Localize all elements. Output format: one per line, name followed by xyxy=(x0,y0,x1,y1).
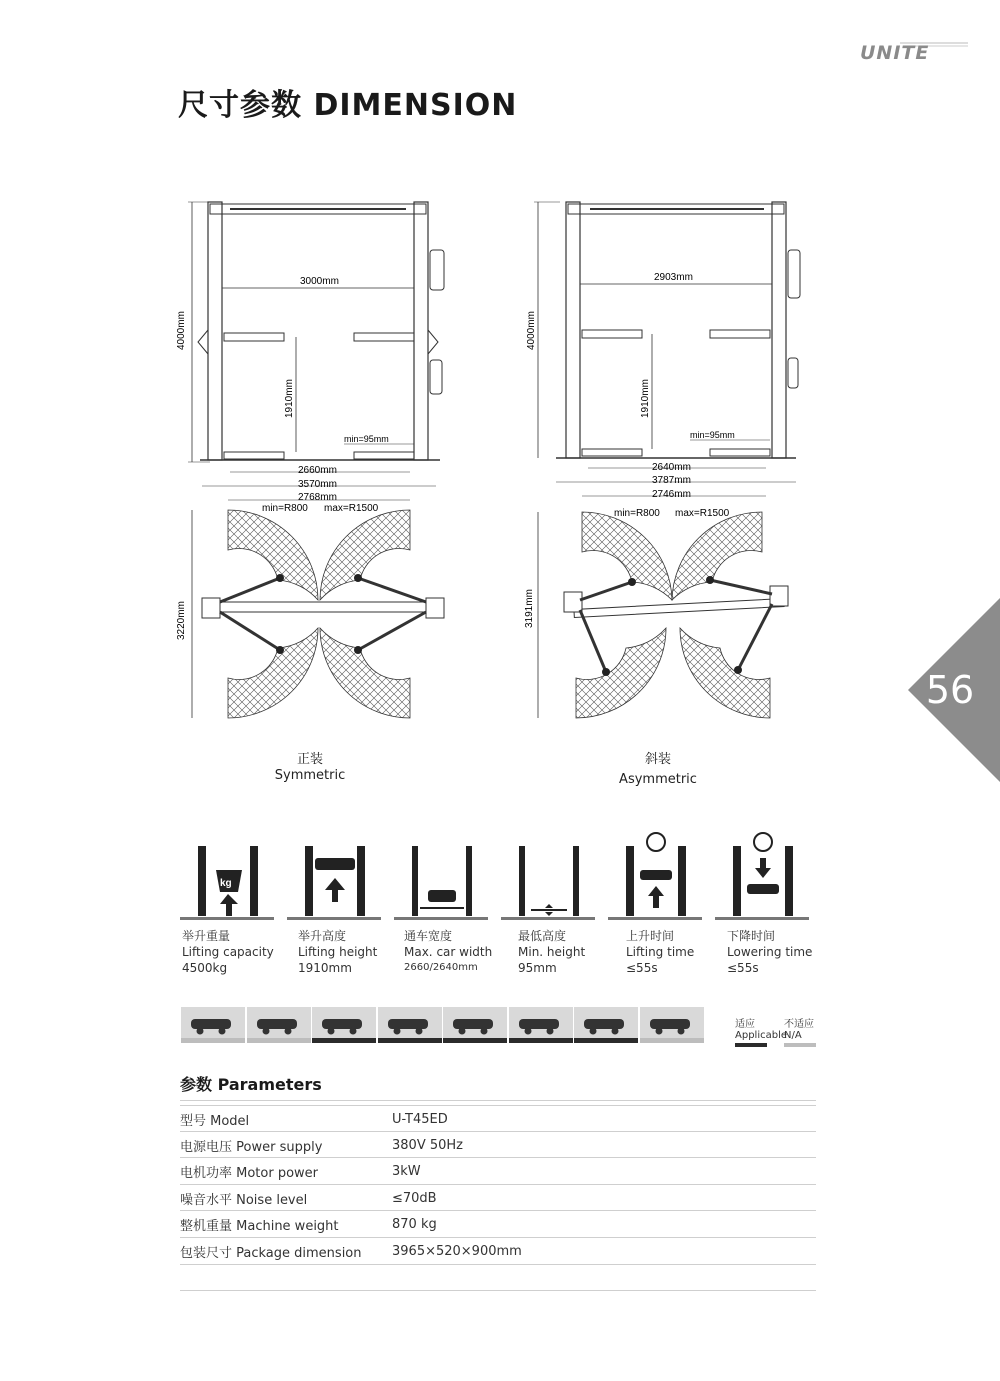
asym-drive-dim: 2640mm xyxy=(652,462,691,473)
lowering-time-icon xyxy=(715,833,809,920)
lifting-time-icon xyxy=(608,833,702,920)
dimension-drawings xyxy=(170,190,820,750)
asym-height-dim: 4000mm xyxy=(526,311,537,350)
symmetric-top-view xyxy=(176,492,444,718)
param-divider xyxy=(180,1100,816,1101)
asym-overall-dim: 3787mm xyxy=(652,475,691,486)
pickup-icon xyxy=(319,1014,369,1036)
param-row-noise: 噪音水平 Noise level ≤70dB xyxy=(180,1184,816,1210)
lift-height-icon xyxy=(287,846,381,920)
feature-lifting-height: 举升高度 Lifting height 1910mm xyxy=(298,929,378,975)
vehicle-cell xyxy=(312,1007,376,1043)
sym-min-radius: min=R800 xyxy=(262,503,308,514)
asymmetric-caption-en: Asymmetric xyxy=(619,772,697,787)
asym-lift-dim: 1910mm xyxy=(640,379,651,418)
param-row-motor-power: 电机功率 Motor power 3kW xyxy=(180,1157,816,1183)
feature-lifting-capacity: 举升重量 Lifting capacity 4500kg xyxy=(182,929,274,975)
sym-overall-dim: 3570mm xyxy=(298,479,337,490)
feature-min-height: 最低高度 Min. height 95mm xyxy=(518,929,586,975)
legend-applicable: 适应 Applicable xyxy=(735,1019,787,1047)
vehicle-cell xyxy=(247,1007,311,1043)
svg-text:kg: kg xyxy=(220,878,232,889)
param-divider-bottom xyxy=(180,1264,816,1265)
vehicle-cell xyxy=(509,1007,573,1043)
param-row-power-supply: 电源电压 Power supply 380V 50Hz xyxy=(180,1131,816,1157)
param-row-model: 型号 Model U-T45ED xyxy=(180,1105,816,1131)
car-width-icon xyxy=(394,846,488,920)
vehicle-cell xyxy=(378,1007,442,1043)
asym-min-dim: min=95mm xyxy=(690,430,735,440)
symmetric-caption-en: Symmetric xyxy=(274,768,346,783)
asymmetric-top-view xyxy=(524,489,788,718)
brand-logo xyxy=(860,40,970,70)
page-title: 尺寸参数 DIMENSION xyxy=(178,88,518,123)
sym-min-dim: min=95mm xyxy=(344,434,389,444)
symmetric-caption-cn: 正装 xyxy=(296,752,323,767)
asym-depth-dim: 3191mm xyxy=(524,589,535,628)
symmetric-caption xyxy=(240,752,380,784)
param-row-package: 包装尺寸 Package dimension 3965×520×900mm xyxy=(180,1237,816,1263)
sym-span-dim: 2768mm xyxy=(298,492,337,503)
feature-lifting-time: 上升时间 Lifting time ≤55s xyxy=(626,929,695,975)
legend-na: 不适应 N/A xyxy=(784,1019,816,1047)
sym-width-dim: 3000mm xyxy=(300,276,339,287)
feature-car-width: 通车宽度 Max. car width 2660/2640mm xyxy=(404,929,493,973)
vehicle-cell xyxy=(640,1007,704,1043)
param-row-weight: 整机重量 Machine weight 870 kg xyxy=(180,1210,816,1236)
suv-icon xyxy=(385,1014,435,1036)
compact-car-icon xyxy=(516,1014,566,1036)
asym-max-radius: max=R1500 xyxy=(675,508,730,519)
vehicle-cell xyxy=(574,1007,638,1043)
sedan-icon xyxy=(450,1014,500,1036)
weight-icon xyxy=(180,846,274,920)
sym-max-radius: max=R1500 xyxy=(324,503,379,514)
asymmetric-caption-cn: 斜装 xyxy=(644,752,671,767)
parameters-heading: 参数 Parameters xyxy=(180,1075,322,1094)
hatchback-icon xyxy=(581,1014,631,1036)
sym-lift-dim: 1910mm xyxy=(284,379,295,418)
asymmetric-front-view xyxy=(526,202,800,486)
truck-icon xyxy=(188,1014,238,1036)
brand-logo-text: UNITE xyxy=(860,42,930,64)
asym-min-radius: min=R800 xyxy=(614,508,660,519)
sym-depth-dim: 3220mm xyxy=(176,601,187,640)
asym-span-dim: 2746mm xyxy=(652,489,691,500)
feature-lowering-time: 下降时间 Lowering time ≤55s xyxy=(727,929,813,975)
scooter-icon xyxy=(647,1014,697,1036)
min-height-icon xyxy=(501,846,595,920)
vehicle-cell xyxy=(181,1007,245,1043)
symmetric-front-view xyxy=(176,202,444,490)
van-icon xyxy=(254,1014,304,1036)
vehicle-cell xyxy=(443,1007,507,1043)
asymmetric-caption xyxy=(588,752,728,788)
param-divider-end xyxy=(180,1290,816,1291)
page-number: 56 xyxy=(925,668,975,712)
asym-width-dim: 2903mm xyxy=(654,272,693,283)
sym-drive-dim: 2660mm xyxy=(298,465,337,476)
sym-height-dim: 4000mm xyxy=(176,311,187,350)
feature-icons xyxy=(180,822,820,922)
